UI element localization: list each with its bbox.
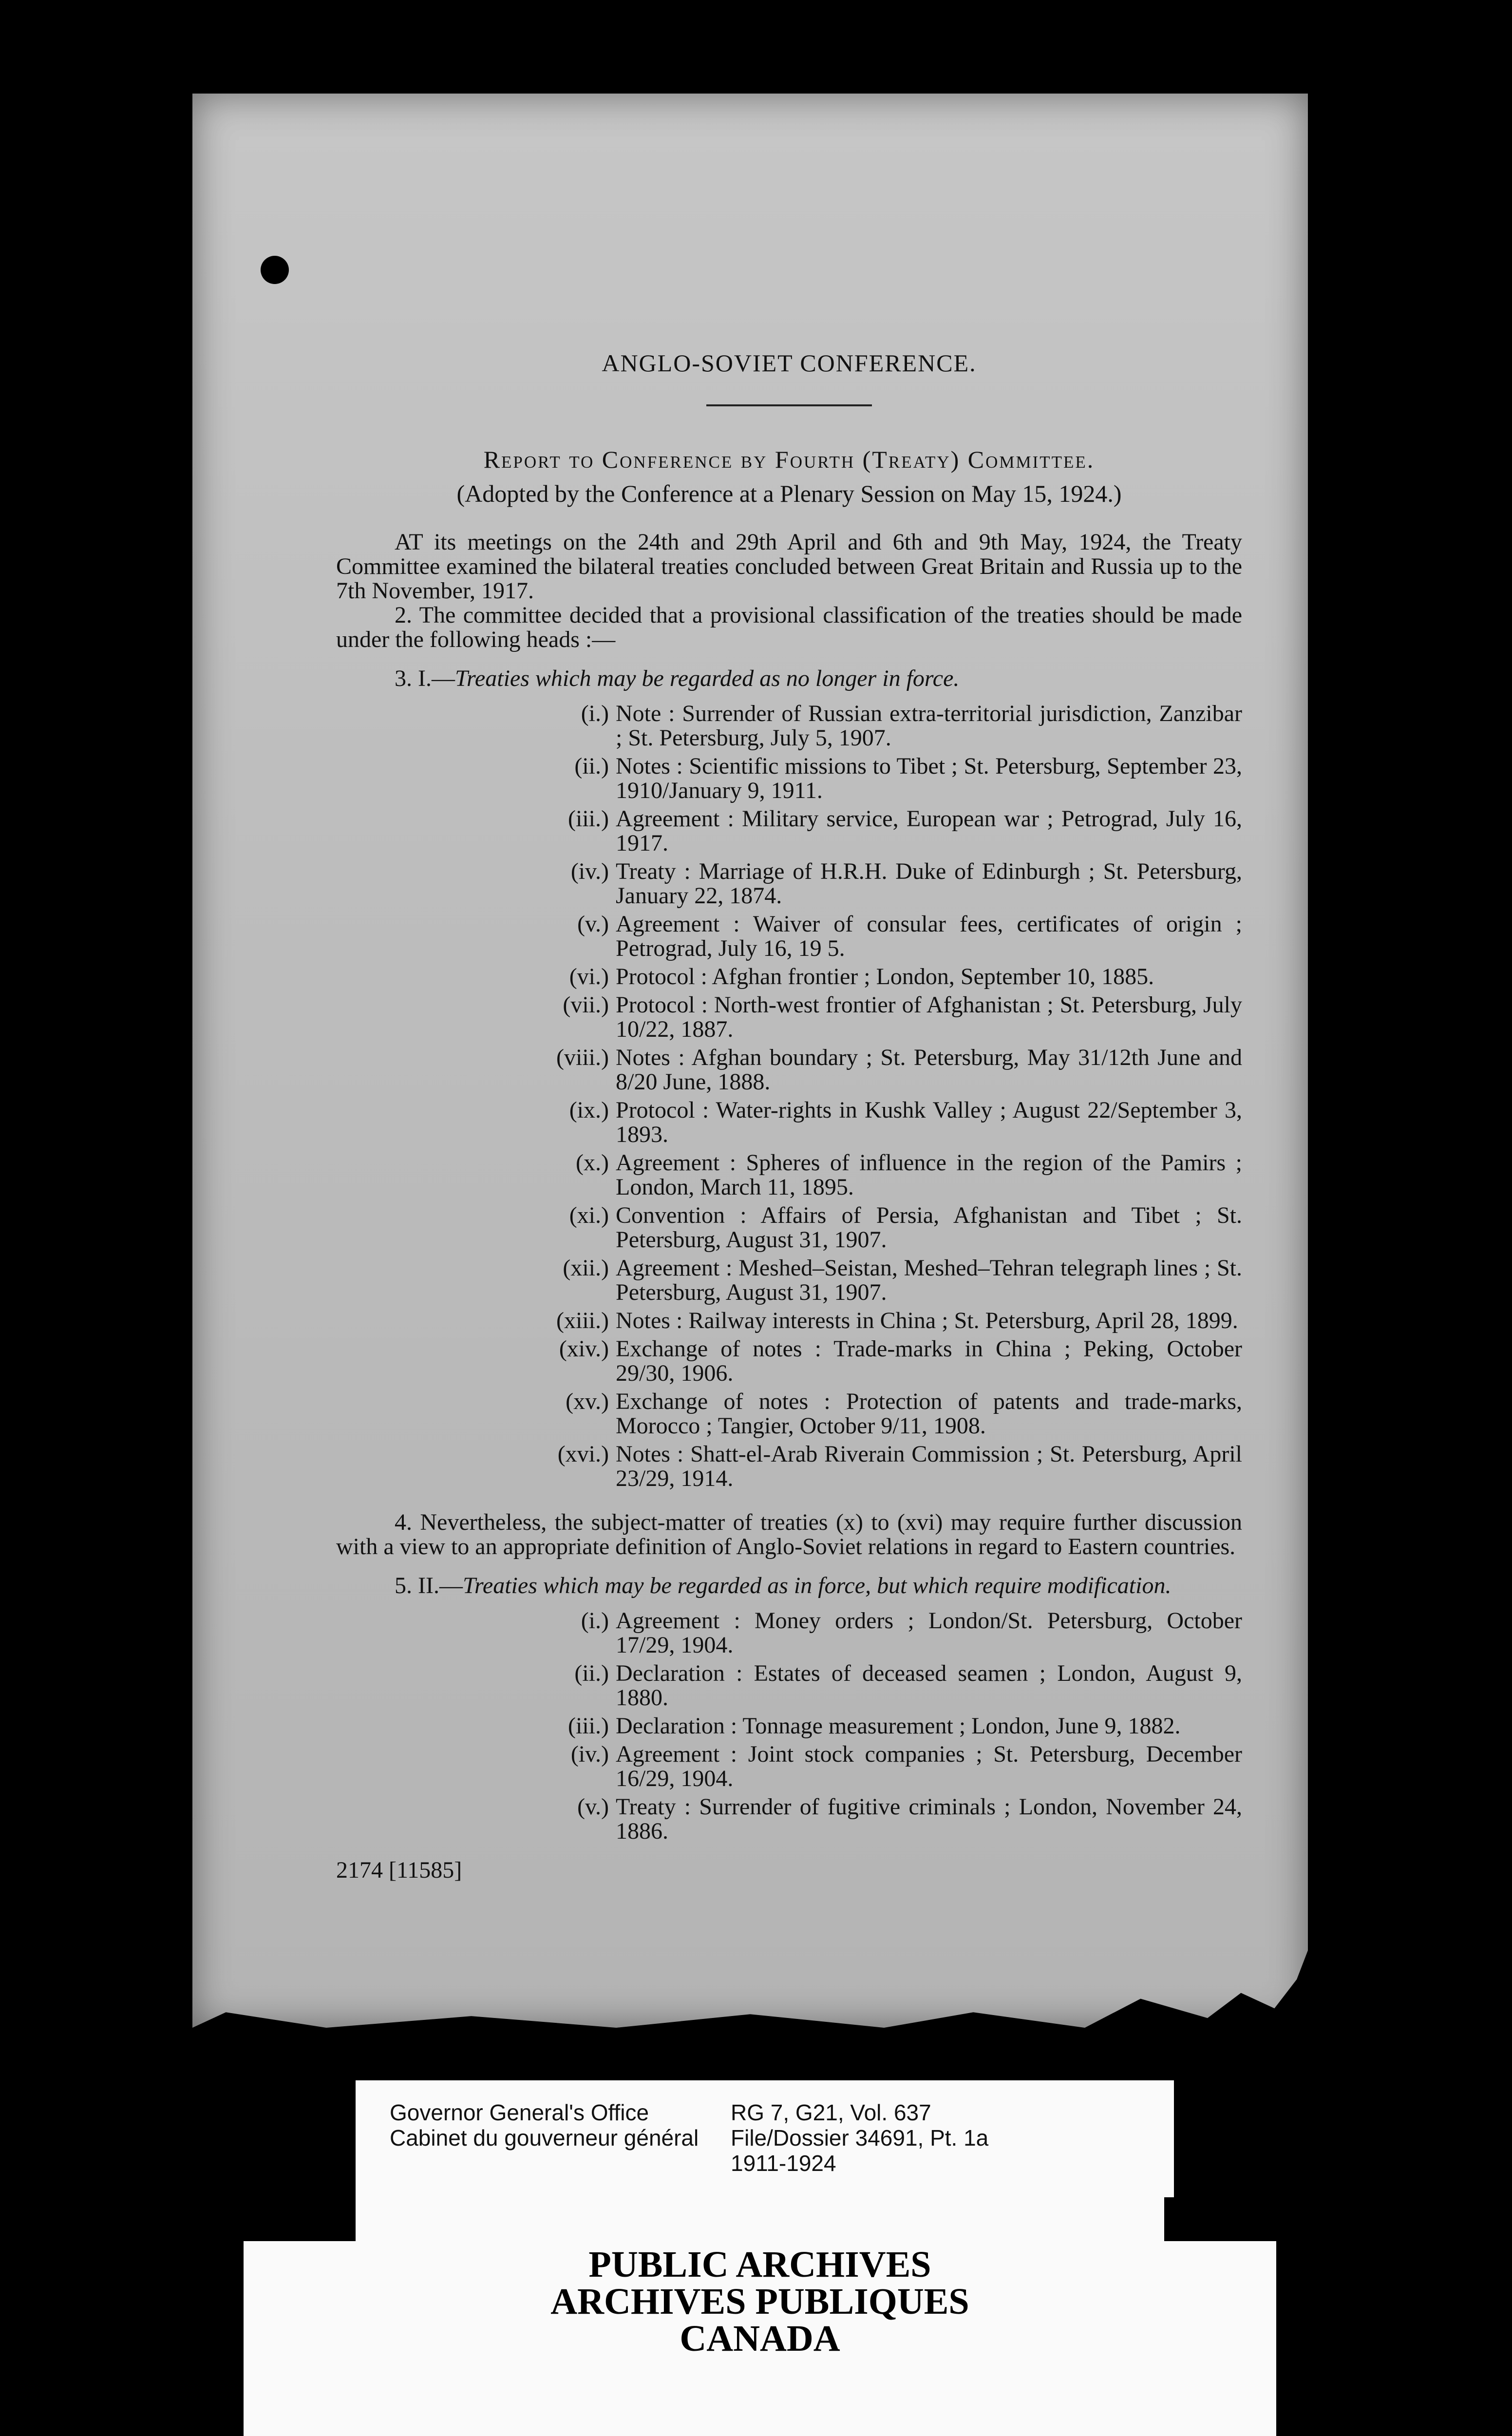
treaty-description: Agreement : Meshed–Seistan, Meshed–Tehran telegraph lines ; St. Petersburg, August 31, 1907.: [616, 1255, 1242, 1305]
title-rule: [706, 404, 872, 406]
treaty-number: (i.): [581, 1608, 609, 1634]
treaty-item: [336, 859, 1242, 908]
treaty-number: (xv.): [566, 1389, 609, 1414]
archive-label-card: [356, 2080, 1174, 2197]
document-reference: 2174 [11585]: [336, 1857, 462, 1883]
treaty-item: [336, 1389, 1242, 1438]
section-2-prefix: 5. II.—: [395, 1573, 463, 1599]
treaty-description: Agreement : Joint stock companies ; St. Petersburg, December 16/29, 1904.: [616, 1741, 1242, 1791]
section-2-list: [336, 1609, 1242, 1844]
report-heading: Report to Conference by Fourth (Treaty) Committee.: [483, 446, 1095, 473]
document-body: [336, 341, 1242, 1883]
treaty-item: [336, 1609, 1242, 1657]
section-1-heading: [395, 666, 1242, 691]
archive-office: [390, 2100, 699, 2151]
treaty-number: (ii.): [574, 1660, 609, 1686]
section-1-prefix: 3. I.—: [395, 666, 455, 691]
section-1-list: [336, 702, 1242, 1491]
treaty-number: (xi.): [569, 1202, 609, 1228]
treaty-description: Exchange of notes : Trade-marks in China ; Peking, October 29/30, 1906.: [616, 1336, 1242, 1386]
treaty-description: Agreement : Waiver of consular fees, certificates of origin ; Petrograd, July 16, 19 5.: [616, 911, 1242, 961]
stamp-line-3: CANADA: [680, 2318, 840, 2359]
treaty-number: (iv.): [570, 858, 609, 884]
treaty-number: (v.): [577, 1794, 609, 1820]
treaty-number: (ix.): [569, 1097, 609, 1123]
treaty-description: Treaty : Surrender of fugitive criminals ; London, November 24, 1886.: [616, 1794, 1242, 1844]
treaty-number: (iii.): [568, 806, 609, 832]
treaty-item: [336, 1256, 1242, 1305]
treaty-item: [336, 912, 1242, 961]
section-2-title: Treaties which may be regarded as in force, but which require modification.: [462, 1573, 1172, 1599]
treaty-description: Notes : Shatt-el-Arab Riverain Commission ; St. Petersburg, April 23/29, 1914.: [616, 1441, 1242, 1491]
treaty-number: (i.): [581, 701, 609, 726]
stamp-line-1: PUBLIC ARCHIVES: [588, 2244, 931, 2285]
treaty-item: [336, 1203, 1242, 1252]
treaty-item: [336, 807, 1242, 856]
archive-stamp: [244, 2246, 1276, 2357]
section-1-title: Treaties which may be regarded as no longer in force.: [454, 666, 960, 691]
treaty-item: [336, 1795, 1242, 1844]
treaty-description: Protocol : Afghan frontier ; London, September 10, 1885.: [616, 964, 1154, 990]
date-range: 1911-1924: [731, 2151, 836, 2176]
treaty-number: (vii.): [563, 992, 609, 1018]
treaty-number: (xii.): [563, 1255, 609, 1281]
treaty-description: Declaration : Tonnage measurement ; London, June 9, 1882.: [616, 1713, 1181, 1739]
treaty-item: [336, 1046, 1242, 1094]
paragraph-4: 4. Nevertheless, the subject-matter of treaties (x) to (xvi) may require further discussion with a view to an appropriate definition of Anglo-Soviet relations in regard to Eastern countries.: [336, 1509, 1242, 1560]
treaty-item: [336, 1742, 1242, 1791]
archive-reference: [731, 2100, 988, 2176]
section-2-heading: [395, 1574, 1242, 1598]
treaty-description: Notes : Scientific missions to Tibet ; St. Petersburg, September 23, 1910/January 9, 1911.: [616, 753, 1242, 803]
treaty-description: Agreement : Spheres of influence in the region of the Pamirs ; London, March 11, 1895.: [616, 1150, 1242, 1200]
treaty-item: [336, 1661, 1242, 1710]
treaty-number: (xiv.): [559, 1336, 609, 1362]
record-group: RG 7, G21, Vol. 637: [731, 2100, 931, 2125]
treaty-number: (iv.): [570, 1741, 609, 1767]
treaty-number: (xvi.): [557, 1441, 609, 1467]
document-title: ANGLO-SOVIET CONFERENCE.: [602, 349, 977, 377]
treaty-number: (vi.): [569, 964, 609, 990]
treaty-description: Notes : Afghan boundary ; St. Petersburg, May 31/12th June and 8/20 June, 1888.: [616, 1045, 1242, 1095]
file-number: File/Dossier 34691, Pt. 1a: [731, 2125, 989, 2151]
adopted-note: (Adopted by the Conference at a Plenary Session on May 15, 1924.): [456, 480, 1122, 507]
treaty-item: [336, 1442, 1242, 1491]
treaty-number: (xiii.): [556, 1308, 609, 1333]
stamp-line-2: ARCHIVES PUBLIQUES: [550, 2281, 969, 2322]
treaty-item: [336, 1309, 1242, 1333]
treaty-number: (viii.): [556, 1045, 609, 1070]
treaty-item: [336, 1151, 1242, 1199]
treaty-description: Protocol : North-west frontier of Afghanistan ; St. Petersburg, July 10/22, 1887.: [616, 992, 1242, 1042]
treaty-description: Protocol : Water-rights in Kushk Valley ; August 22/September 3, 1893.: [616, 1097, 1242, 1147]
treaty-description: Treaty : Marriage of H.R.H. Duke of Edinburgh ; St. Petersburg, January 22, 1874.: [616, 858, 1242, 909]
treaty-number: (ii.): [574, 753, 609, 779]
treaty-description: Declaration : Estates of deceased seamen ; London, August 9, 1880.: [616, 1660, 1242, 1711]
treaty-description: Note : Surrender of Russian extra-territorial jurisdiction, Zanzibar ; St. Petersburg, July 5, 1907.: [616, 701, 1242, 751]
treaty-item: [336, 1337, 1242, 1386]
paragraph-2: 2. The committee decided that a provisional classification of the treaties should be made under the following heads :—: [336, 602, 1242, 652]
treaty-number: (x.): [576, 1150, 609, 1176]
treaty-description: Agreement : Military service, European war ; Petrograd, July 16, 1917.: [616, 806, 1242, 856]
treaty-item: [336, 1714, 1242, 1738]
treaty-description: Notes : Railway interests in China ; St. Petersburg, April 28, 1899.: [616, 1308, 1238, 1333]
treaty-item: [336, 965, 1242, 989]
office-english: Governor General's Office: [390, 2100, 649, 2125]
treaty-item: [336, 754, 1242, 803]
paragraph-1: AT its meetings on the 24th and 29th April and 6th and 9th May, 1924, the Treaty Committee examined the bilateral treaties concluded between Great Britain and Russia up to the 7th November, 1917.: [336, 529, 1242, 604]
treaty-description: Convention : Affairs of Persia, Afghanistan and Tibet ; St. Petersburg, August 31, 1907.: [616, 1202, 1242, 1253]
treaty-item: [336, 1098, 1242, 1147]
treaty-item: [336, 702, 1242, 750]
treaty-item: [336, 993, 1242, 1042]
treaty-description: Exchange of notes : Protection of patents and trade-marks, Morocco ; Tangier, October 9/11, 1908.: [616, 1389, 1242, 1439]
treaty-description: Agreement : Money orders ; London/St. Petersburg, October 17/29, 1904.: [616, 1608, 1242, 1658]
treaty-number: (iii.): [568, 1713, 609, 1739]
office-french: Cabinet du gouverneur général: [390, 2125, 699, 2151]
punch-hole: [261, 256, 289, 284]
archive-stamp-panel: [244, 2197, 1276, 2436]
treaty-number: (v.): [577, 911, 609, 937]
